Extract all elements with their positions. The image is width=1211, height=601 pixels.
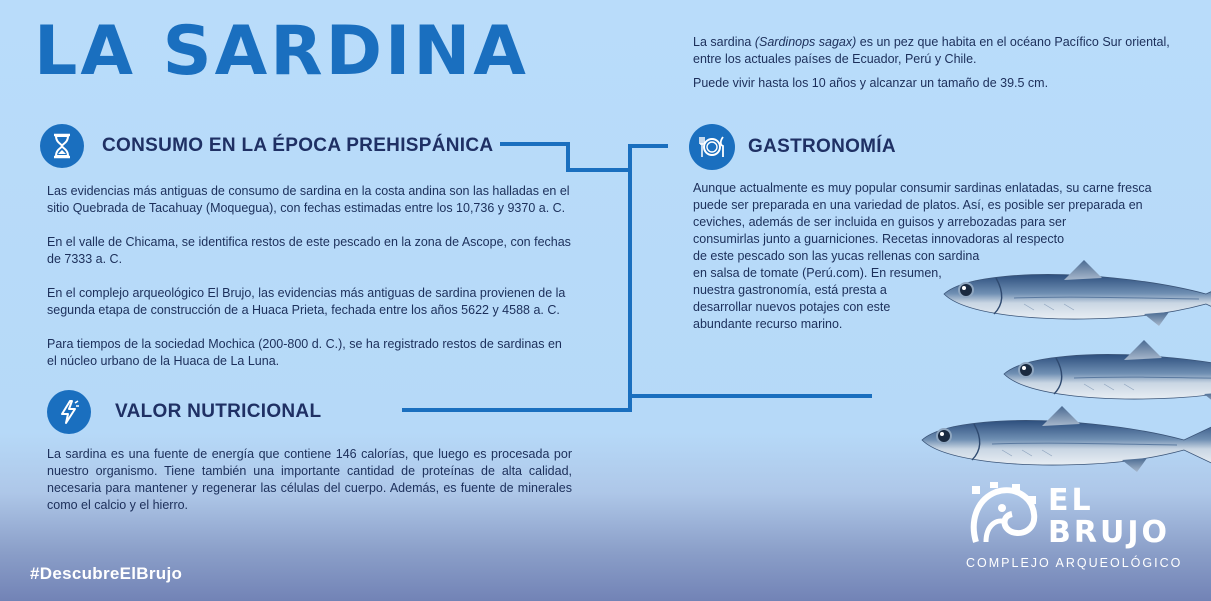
nutricional-paragraph: La sardina es una fuente de energía que contiene 146 calorías, que luego es procesada por nuestro organismo. Tiene también una importante cantidad de proteínas de alta calidad, necesaria para mantener y regenerar las células del cuerpo. Además, es fuente de minerales como el calcio y el hierro. — [47, 447, 572, 512]
intro-paragraph: La sardina (Sardinops sagax) es un pez que habita en el océano Pacífico Sur oriental, entre los actuales países de Ecuador, Perú y Chile. — [693, 35, 1170, 66]
intro-lifespan: Puede vivir hasta los 10 años y alcanzar un tamaño de 39.5 cm. — [693, 76, 1049, 90]
gastronomia-line: en salsa de tomate (Perú.com). En resumen, — [693, 266, 942, 280]
consumo-paragraph: Las evidencias más antiguas de consumo de sardina en la costa andina son las halladas en el sitio Quebrada de Tacahuay (Moquegua), con fechas estimadas entre los 10,736 y 9370 a. C. — [47, 184, 570, 215]
section-title-consumo: CONSUMO EN LA ÉPOCA PREHISPÁNICA — [102, 135, 494, 156]
gastronomia-line: nuestra gastronomía, está presta a — [693, 283, 887, 297]
consumo-paragraph: En el complejo arqueológico El Brujo, las evidencias más antiguas de sardina provienen de la segunda etapa de construcción de a Huaca Prieta, fechada entre los años 5622 y 4588 a. C. — [47, 286, 566, 317]
hashtag: #DescubreElBrujo — [30, 564, 183, 583]
logo-word-brujo: BRUJO — [1048, 515, 1170, 550]
gastronomia-line: abundante recurso marino. — [693, 317, 843, 331]
el-brujo-logo — [966, 482, 1196, 582]
sardine-fish — [1004, 340, 1211, 406]
scientific-name: (Sardinops sagax) — [754, 35, 857, 49]
logo-subtitle: COMPLEJO ARQUEOLÓGICO — [966, 556, 1183, 570]
logo-word-el: EL — [1048, 483, 1094, 518]
section-title-gastronomia: GASTRONOMÍA — [748, 136, 896, 157]
logo-emblem-icon — [966, 482, 1040, 548]
gastronomia-line: desarrollar nuevos potajes con este — [693, 300, 891, 314]
gastronomia-line: consumirlas junto a guarniciones. Recetas innovadoras al respecto — [693, 232, 1065, 246]
gastronomia-line: ceviches, además de ser incluida en guisos y arrebozadas para ser — [693, 215, 1067, 229]
consumo-paragraph: En el valle de Chicama, se identifica restos de este pescado en la zona de Ascope, con fechas de 7333 a. C. — [47, 235, 571, 266]
page-title: LA SARDINA — [34, 12, 529, 91]
consumo-paragraph: Para tiempos de la sociedad Mochica (200-800 d. C.), se ha registrado restos de sardinas en el núcleo urbano de la Huaca de La Luna. — [47, 337, 562, 368]
section-title-nutricional: VALOR NUTRICIONAL — [115, 401, 322, 422]
sardine-fish — [922, 406, 1211, 472]
gastronomia-line: puede ser preparada en una variedad de platos. Así, es posible ser preparada en — [693, 198, 1143, 212]
gastronomia-line: Aunque actualmente es muy popular consumir sardinas enlatadas, su carne fresca — [693, 181, 1152, 195]
sardine-fish — [944, 260, 1211, 326]
gastronomia-line: de este pescado son las yucas rellenas con sardina — [693, 249, 980, 263]
